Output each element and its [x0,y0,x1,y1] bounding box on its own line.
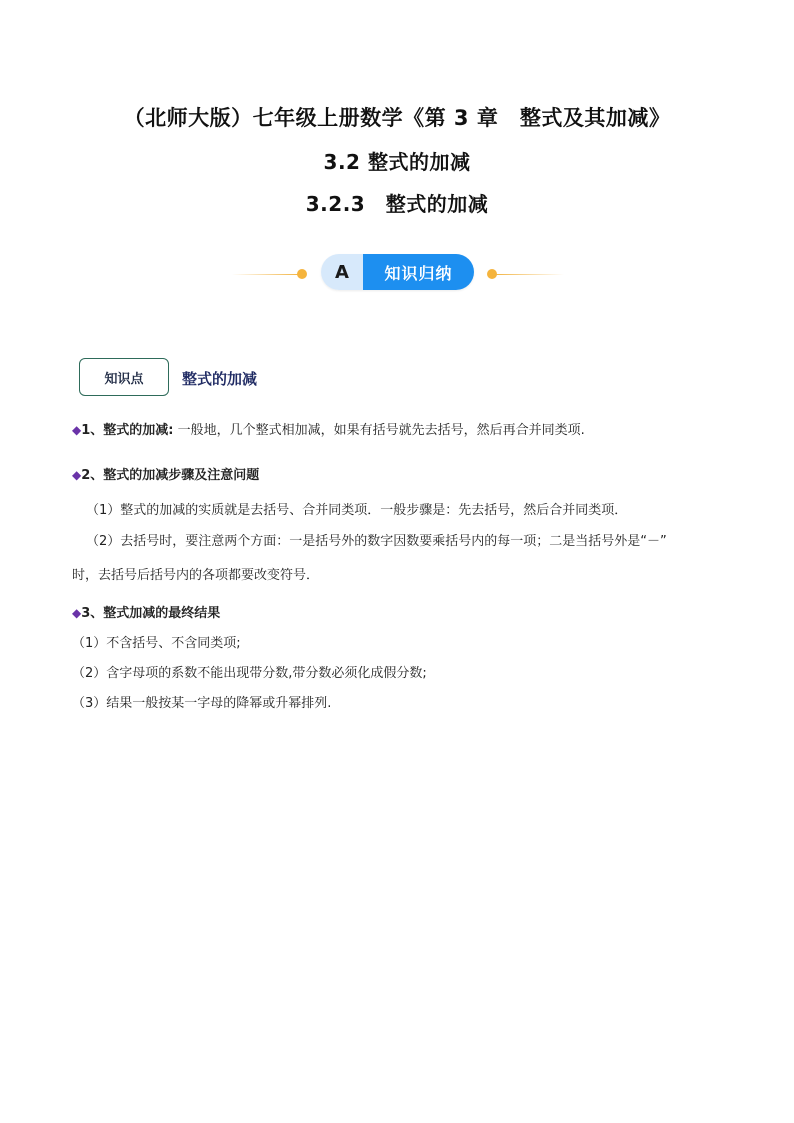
section-2-paragraph-1: （1）整式的加减的实质就是去括号、合并同类项．一般步骤是：先去括号，然后合并同类项． [86,503,628,518]
list-item: （3）结果一般按某一字母的降幂或升幂排列. [72,696,332,711]
section-3-heading: 3、整式加减的最终结果 [81,606,221,621]
banner-dot-left [297,269,307,279]
list-item: （2）含字母项的系数不能出现带分数,带分数必须化成假分数; [72,666,427,681]
section-2-paragraph-2b: 时，去括号后括号内的各项都要改变符号． [72,568,320,583]
subsection-title: 3.2.3 整式的加减 [305,192,489,216]
section-2-heading: 2、整式的加减步骤及注意问题 [81,468,260,483]
section-1-text: 一般地，几个整式相加减，如果有括号就先去括号，然后再合并同类项. [173,423,585,438]
section-3-heading-row [72,603,752,624]
section-2-paragraph-2a: （2）去括号时，要注意两个方面：一是括号外的数字因数要乘括号内的每一项；二是当括号外是“－” [86,534,667,549]
list-item: （1）不含括号、不含同类项; [72,636,241,651]
banner-label: 知识归纳 [363,254,474,290]
document-title: （北师大版）七年级上册数学《第 3 章 整式及其加减》 [123,106,671,130]
diamond-icon: ◆ [72,468,82,482]
banner-letter: A [321,254,363,290]
section-2-heading-row [72,465,752,486]
knowledge-point-tag: 知识点 [79,358,169,396]
banner-line-right [494,274,564,275]
banner-line-left [232,274,300,275]
section-title: 3.2 整式的加减 [323,150,471,174]
section-1 [72,420,752,441]
knowledge-point-title: 整式的加减 [182,370,258,388]
diamond-icon: ◆ [72,606,82,620]
knowledge-summary-banner [0,254,794,294]
banner-pill [321,254,474,290]
section-1-heading: 1、整式的加减: [81,423,174,438]
diamond-icon: ◆ [72,423,82,437]
